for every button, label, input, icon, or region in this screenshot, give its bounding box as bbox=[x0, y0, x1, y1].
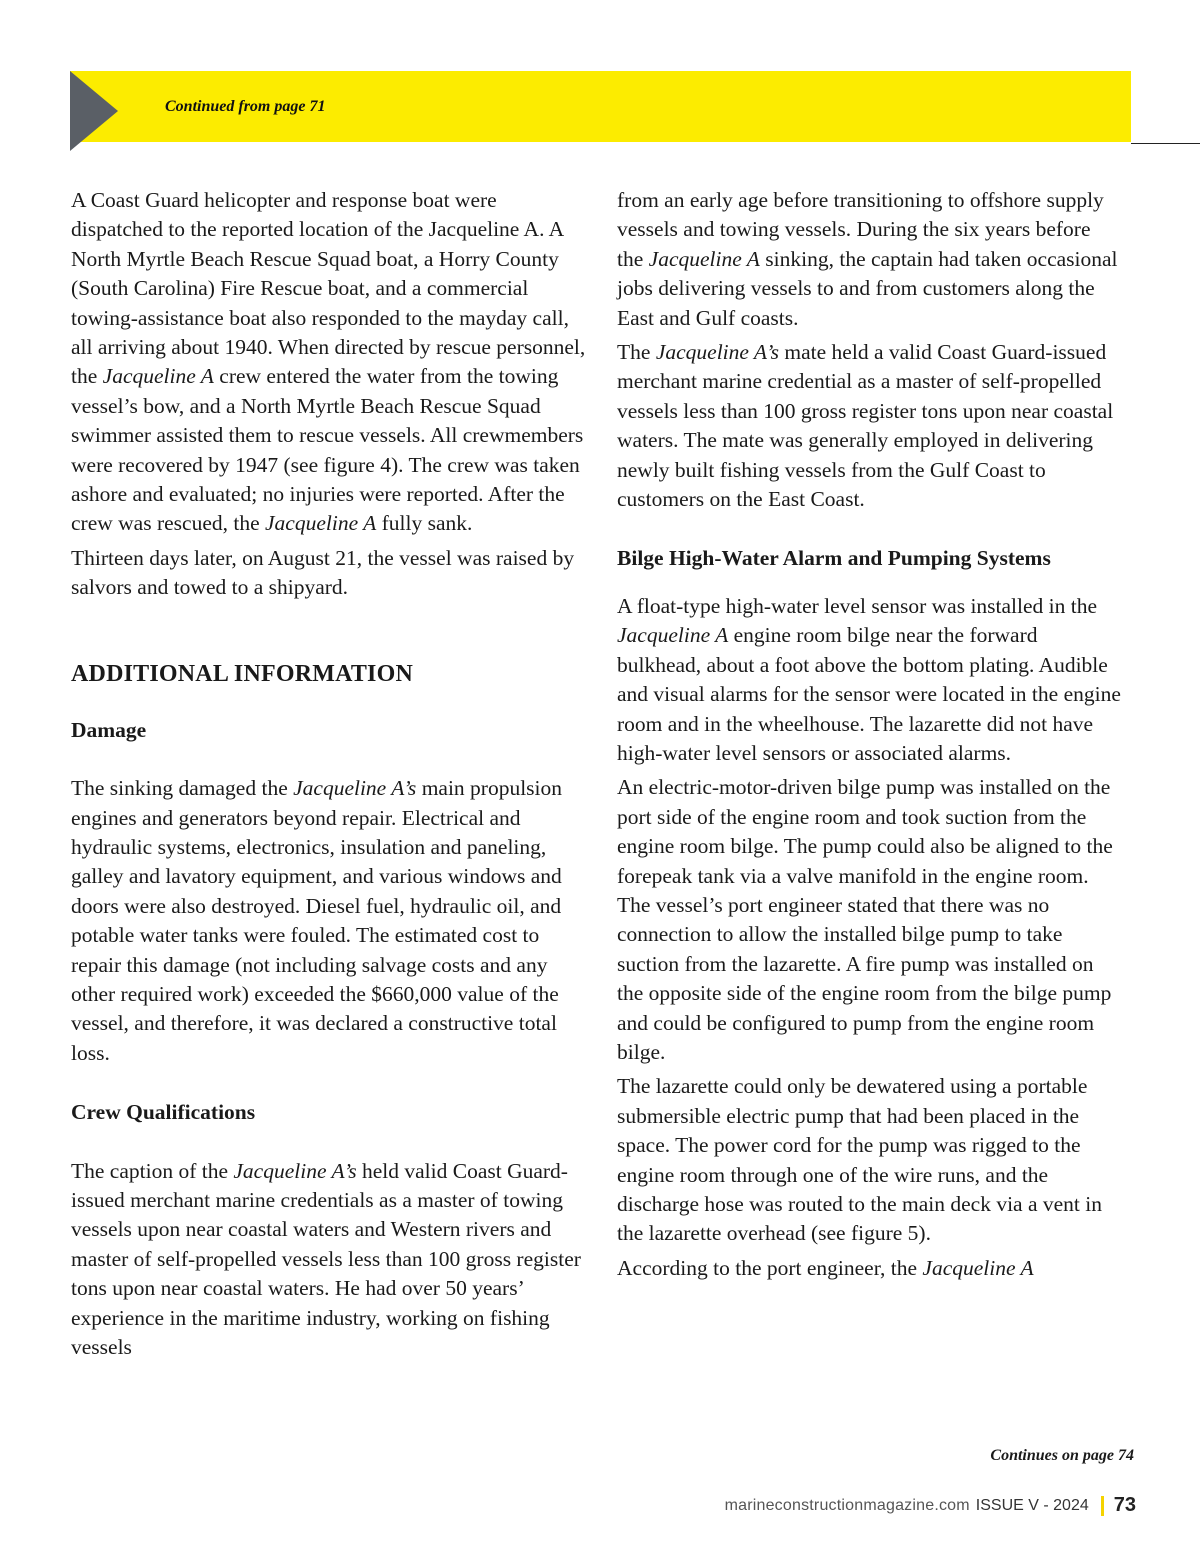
footer-divider bbox=[1101, 1496, 1104, 1516]
header-rule bbox=[1131, 143, 1200, 144]
right-column bbox=[617, 186, 1122, 1283]
page-footer bbox=[725, 1494, 1136, 1517]
section-heading: ADDITIONAL INFORMATION bbox=[71, 660, 413, 687]
footer-site-link[interactable]: marineconstructionmagazine.com bbox=[724, 1496, 970, 1514]
footer-issue: ISSUE V - 2024 bbox=[975, 1496, 1089, 1514]
page-number: 73 bbox=[1113, 1494, 1136, 1516]
left-column bbox=[71, 186, 586, 1362]
port-engineer-paragraph: According to the port engineer, the Jacqueline A bbox=[617, 1255, 1034, 1280]
sensor-paragraph: A float-type high-water level sensor was installed in the Jacqueline A engine room bilge near the forward bulkhead, about a foot above the bottom plating. Audible and visual alarms for the sensor were located in the engine room and in the wheelhouse. The lazarette did not have high-water level sensors or associated alarms. bbox=[617, 593, 1121, 765]
lazarette-paragraph: The lazarette could only be dewatered using a portable submersible electric pump that had been placed in the space. The power cord for the pump was rigged to the engine room through one of the wire runs, and the discharge hose was routed to the main deck via a vent in the lazarette overhead (see figure 5). bbox=[617, 1074, 1102, 1246]
continues-on-label: Continues on page 74 bbox=[990, 1447, 1134, 1464]
crew-paragraph: The caption of the Jacqueline A’s held valid Coast Guard-issued merchant marine credentials as a master of towing vessels upon near coastal waters and Western rivers and master of self-propelled vessels less than 100 gross register tons upon near coastal waters. He had over 50 years’ experience in the maritime industry, working on fishing vessels bbox=[71, 1158, 581, 1359]
bilge-pump-paragraph: An electric-motor-driven bilge pump was installed on the port side of the engine room and took suction from the engine room bilge. The pump could also be aligned to the forepeak tank via a valve manifold in the engine room. The vessel’s port engineer stated that there was no connection to allow the installed bilge pump to take suction from the lazarette. A fire pump was installed on the opposite side of the engine room from the bilge pump and could be configured to pump from the engine room bilge. bbox=[617, 775, 1113, 1064]
captain-paragraph: from an early age before transitioning to offshore supply vessels and towing vessels. During the six years before the Jacqueline A sinking, the captain had taken occasional jobs delivering vessels to and from customers along the East and Gulf coasts. bbox=[617, 188, 1118, 330]
continued-from-label: Continued from page 71 bbox=[165, 98, 326, 115]
bilge-heading: Bilge High-Water Alarm and Pumping Systems bbox=[617, 546, 1051, 571]
damage-paragraph: The sinking damaged the Jacqueline A’s main propulsion engines and generators beyond repair. Electrical and hydraulic systems, electronics, insulation and paneling, galley and lavatory equipment, and various windows and doors were also destroyed. Diesel fuel, hydraulic oil, and potable water tanks were fouled. The estimated cost to repair this damage (not including salvage costs and any other required work) exceeded the $660,000 value of the vessel, and therefore, it was declared a constructive total loss. bbox=[71, 776, 563, 1065]
damage-heading: Damage bbox=[71, 717, 147, 742]
rescue-paragraph: A Coast Guard helicopter and response boat were dispatched to the reported location of the Jacqueline A. A North Myrtle Beach Rescue Squad boat, a Horry County (South Carolina) Fire Rescue boat, and a commercial towing-assistance boat also responded to the mayday call, all arriving about 1940. When directed by rescue personnel, the Jacqueline A crew entered the water from the towing vessel’s bow, and a North Myrtle Beach Rescue Squad swimmer assisted them to rescue vessels. All crewmembers were recovered by 1947 (see figure 4). The crew was taken ashore and evaluated; no injuries were reported. After the crew was rescued, the Jacqueline A fully sank. bbox=[71, 188, 586, 536]
salvage-paragraph: Thirteen days later, on August 21, the vessel was raised by salvors and towed to a shipyard. bbox=[71, 545, 575, 600]
mate-paragraph: The Jacqueline A’s mate held a valid Coast Guard-issued merchant marine credential as a master of self-propelled vessels less than 100 gross register tons upon near coastal waters. The mate was generally employed in delivering newly built fishing vessels from the Gulf Coast to customers on the East Coast. bbox=[617, 340, 1114, 512]
chevron-arrow-icon bbox=[70, 71, 120, 151]
crew-heading: Crew Qualifications bbox=[71, 1100, 256, 1125]
